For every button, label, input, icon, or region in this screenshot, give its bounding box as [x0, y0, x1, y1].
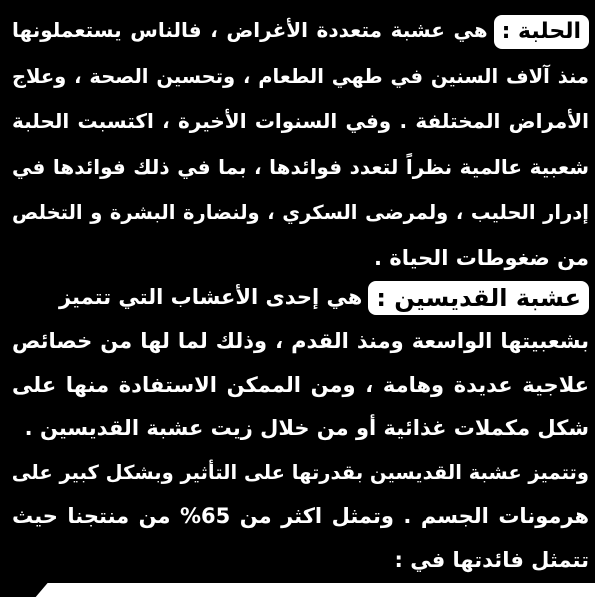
- st-john-section: [12, 276, 589, 583]
- st-john-line-6: هرمونات الجسم . وتمثل اكثر من 65% من منتجنا حيث: [12, 503, 589, 528]
- st-john-line-2: بشعبيتها الواسعة ومنذ القدم ، وذلك لما لها من خصائص: [12, 328, 589, 353]
- st-john-line-7: تتمثل فائدتها في :: [394, 547, 589, 572]
- fenugreek-line-4: شعبية عالمية نظراً لتعدد فوائدها ، بما في ذلك فوائدها في: [12, 154, 589, 179]
- st-john-line-5: وتتميز عشبة القديسين بقدرتها على التأثير وبشكل كبير على: [12, 461, 589, 485]
- fenugreek-line-6: من ضغوطات الحياة .: [374, 245, 589, 270]
- fenugreek-line-2: منذ آلاف السنين في طهي الطعام ، وتحسين الصحة ، وعلاج: [12, 64, 589, 88]
- st-john-line-3: علاجية عديدة وهامة ، ومن الممكن الاستفادة منها على: [12, 372, 589, 397]
- bottom-border-strip: [0, 583, 595, 597]
- st-john-heading: عشبة القديسين :: [368, 281, 589, 315]
- st-john-line-4: شكل مكملات غذائية أو من خلال زيت عشبة القديسين .: [24, 416, 589, 441]
- fenugreek-heading: الحلبة :: [494, 15, 589, 49]
- st-john-line-1: [12, 276, 589, 320]
- st-john-text-1: هي إحدى الأعشاب التي تتميز: [58, 285, 363, 309]
- fenugreek-line-5: إدرار الحليب ، ولمرضى السكري ، ولنضارة البشرة و التخلص: [12, 201, 589, 224]
- fenugreek-line-3: الأمراض المختلفة . وفي السنوات الأخيرة ، اكتسبت الحلبة: [12, 109, 589, 133]
- fenugreek-text-1: هي عشبة متعددة الأغراض ، فالناس يستعملونها: [12, 18, 488, 42]
- fenugreek-line-1: [12, 8, 589, 54]
- fenugreek-section: [12, 8, 589, 281]
